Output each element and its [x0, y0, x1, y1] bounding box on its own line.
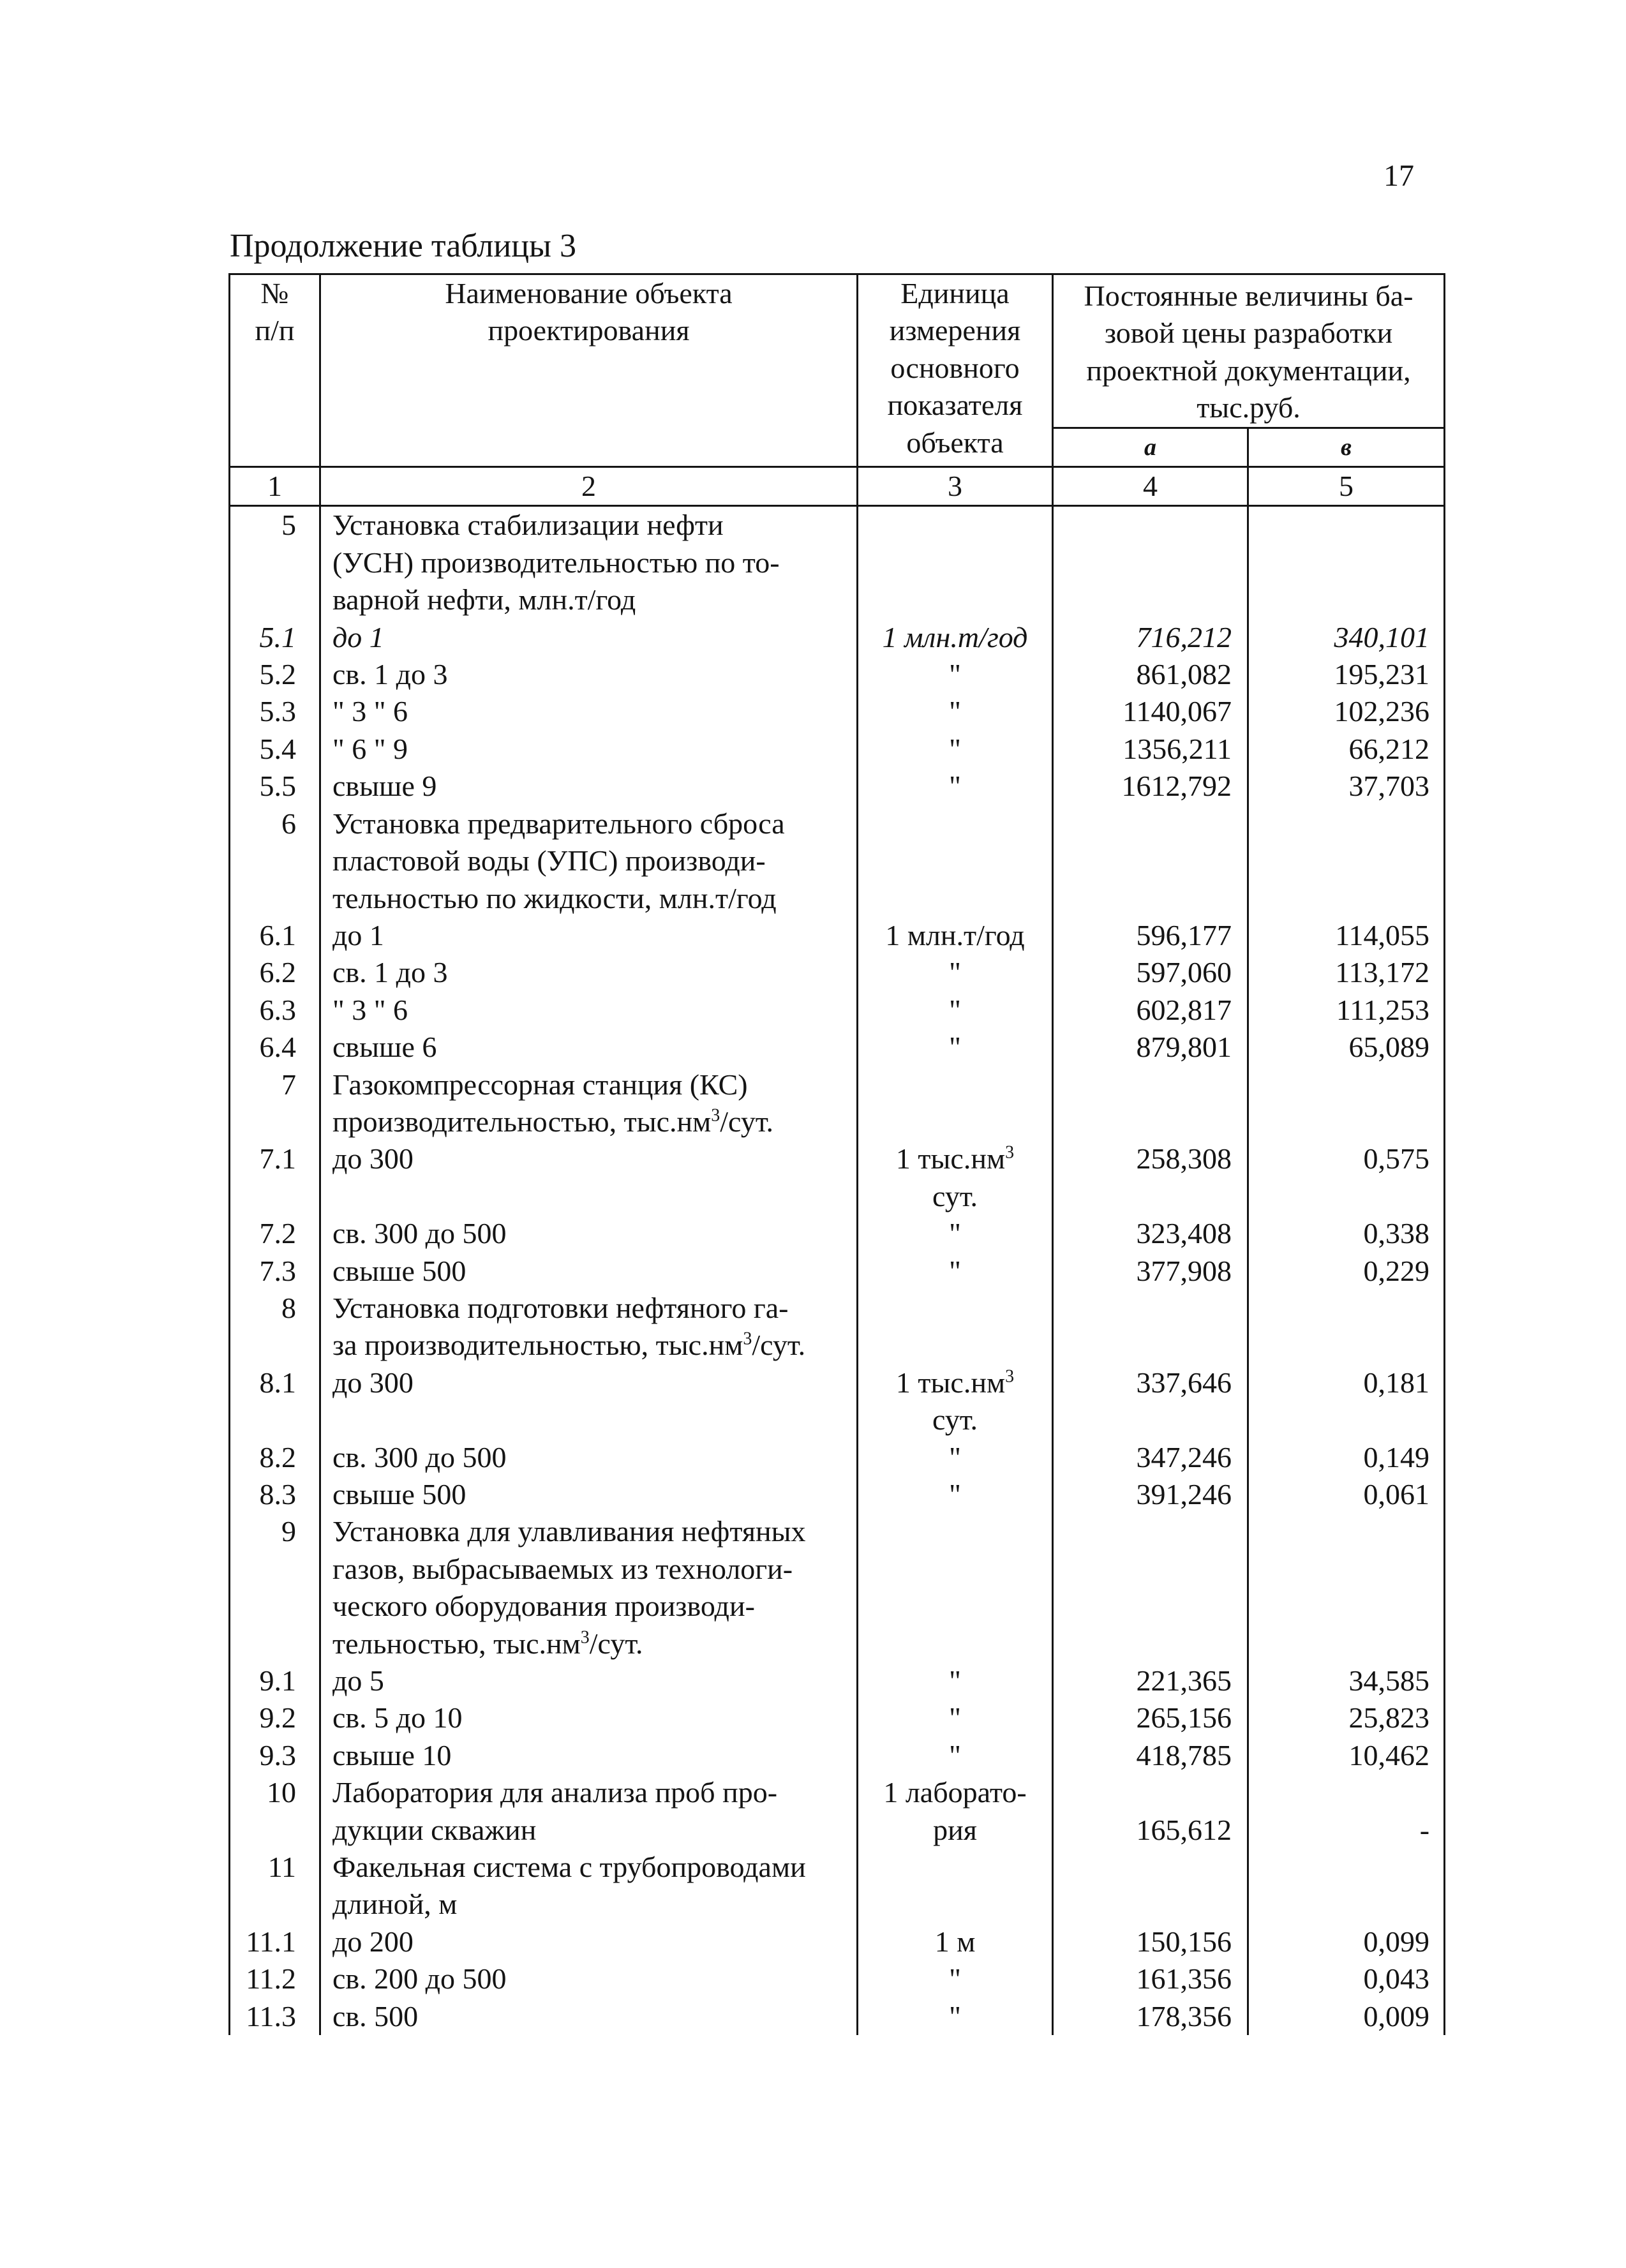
row-value-a-text: 178,356: [1136, 1999, 1232, 2033]
row-value-a-text: 258,308: [1136, 1142, 1232, 1175]
row-value-a: [1053, 1140, 1248, 1215]
row-name-line: свыше 10: [332, 1738, 452, 1772]
row-value-a-text: 716,212: [1136, 620, 1232, 653]
row-name-line: св. 1 до 3: [332, 658, 448, 691]
row-value-b-text: 114,055: [1335, 918, 1430, 951]
row-unit-line: ": [949, 993, 961, 1026]
row-unit: [858, 1662, 1053, 1699]
row-name-line: св. 300 до 500: [332, 1217, 507, 1250]
row-value-a: [1053, 768, 1248, 805]
row-value-a-text: 337,646: [1136, 1366, 1232, 1399]
row-unit: [858, 1066, 1053, 1141]
row-value-a: [1053, 1998, 1248, 2035]
row-unit-line: 1 млн.т/год: [882, 620, 1028, 653]
row-unit-line: ": [949, 658, 961, 691]
row-value-b-text: 0,229: [1363, 1254, 1430, 1287]
header-values: Постоянные величины ба- зовой цены разработки проектной документации, тыс.руб.: [1053, 274, 1445, 428]
table-body: [230, 506, 1445, 2035]
row-value-b: [1248, 1364, 1445, 1439]
row-value-b-text: 340,101: [1334, 620, 1430, 653]
row-name-line: (УСН) производительностью по то-: [332, 546, 780, 579]
table-row: [230, 1849, 1445, 1923]
row-number: 5.3: [230, 693, 320, 730]
row-unit: [858, 1699, 1053, 1736]
row-number: 8.2: [230, 1439, 320, 1476]
row-number: 5.5: [230, 768, 320, 805]
table-row: [230, 1923, 1445, 1960]
table-row: [230, 1998, 1445, 2035]
row-unit: [858, 1923, 1053, 1960]
row-unit: [858, 1998, 1053, 2035]
row-value-b-text: 25,823: [1348, 1701, 1430, 1735]
row-unit-line: 1 $тыс.нм^3$: [895, 1142, 1015, 1175]
table-row: [230, 1774, 1445, 1849]
row-unit: [858, 1439, 1053, 1476]
row-name-line: свыше 6: [332, 1031, 437, 1064]
row-name: [320, 1066, 858, 1141]
row-name: [320, 954, 858, 991]
row-name: [320, 1998, 858, 2035]
row-value-a: [1053, 992, 1248, 1029]
row-name: [320, 1253, 858, 1290]
row-unit-line: 1 $тыс.нм^3$: [895, 1366, 1015, 1399]
row-value-a: [1053, 693, 1248, 730]
row-unit-line: рия: [933, 1813, 977, 1846]
row-unit-line: ": [949, 1962, 961, 1996]
row-value-b: [1248, 1960, 1445, 1997]
column-number: 5: [1248, 467, 1445, 506]
row-value-a: [1053, 619, 1248, 656]
row-value-a-text: 1612,792: [1121, 770, 1232, 803]
table-row: [230, 619, 1445, 656]
row-unit: [858, 768, 1053, 805]
header-name: Наименование объекта проектирования: [320, 274, 858, 467]
row-value-b: [1248, 917, 1445, 954]
row-unit-line: ": [949, 1738, 961, 1772]
row-value-b: [1248, 1066, 1445, 1141]
row-name-line: за производительностью, $тыс.нм^3$/сут.: [332, 1329, 806, 1362]
header-unit: Единица измерения основного показателя объекта: [858, 274, 1053, 467]
table-row: [230, 1253, 1445, 1290]
row-number: 8.1: [230, 1364, 320, 1439]
row-value-a-text: 347,246: [1136, 1440, 1232, 1473]
row-name: [320, 1849, 858, 1923]
row-name: [320, 1960, 858, 1997]
table-row: [230, 1960, 1445, 1997]
row-name-line: до 1: [332, 620, 384, 653]
row-name-line: св. 200 до 500: [332, 1962, 507, 1996]
row-number: 6.4: [230, 1029, 320, 1066]
row-unit-line: ": [949, 695, 961, 728]
row-unit-line: ": [949, 1031, 961, 1064]
row-value-a-text: 879,801: [1136, 1031, 1232, 1064]
row-value-b-text: 37,703: [1348, 770, 1430, 803]
row-value-b: [1248, 1029, 1445, 1066]
row-unit-line: ": [949, 1254, 961, 1287]
row-unit-line: сут.: [932, 1403, 978, 1436]
table-row: [230, 1364, 1445, 1439]
row-number: 8.3: [230, 1476, 320, 1513]
row-value-b-text: 0,061: [1363, 1478, 1430, 1511]
row-value-b-text: -: [1419, 1813, 1430, 1846]
row-unit: [858, 656, 1053, 693]
table-row: [230, 1029, 1445, 1066]
row-number: 11.2: [230, 1960, 320, 1997]
row-value-b: [1248, 1699, 1445, 1736]
row-value-b-text: 10,462: [1348, 1738, 1430, 1772]
row-value-a: [1053, 805, 1248, 917]
row-value-b-text: 0,181: [1363, 1366, 1430, 1399]
row-unit: [858, 1140, 1053, 1215]
row-name: [320, 1290, 858, 1364]
row-value-b: [1248, 656, 1445, 693]
row-unit: [858, 1029, 1053, 1066]
row-unit-line: ": [949, 1478, 961, 1511]
table-row: [230, 917, 1445, 954]
row-name-line: тельностью по жидкости, млн.т/год: [332, 881, 777, 914]
row-value-b: [1248, 1513, 1445, 1662]
column-number: 2: [320, 467, 858, 506]
row-unit-line: ": [949, 770, 961, 803]
row-number: 5.1: [230, 619, 320, 656]
row-value-a: [1053, 1774, 1248, 1849]
row-unit-line: сут.: [932, 1179, 978, 1212]
column-number: 3: [858, 467, 1053, 506]
row-value-b-text: 0,099: [1363, 1925, 1430, 1958]
row-name-line: дукции скважин: [332, 1813, 537, 1846]
row-unit: [858, 1364, 1053, 1439]
row-value-a-text: 597,060: [1136, 956, 1232, 989]
row-value-b: [1248, 731, 1445, 768]
row-name: [320, 656, 858, 693]
row-name-line: Установка подготовки нефтяного га-: [332, 1291, 789, 1324]
row-value-a: [1053, 731, 1248, 768]
row-name-line: до 200: [332, 1925, 414, 1958]
row-unit: [858, 731, 1053, 768]
row-value-a: [1053, 1923, 1248, 1960]
row-number: 10: [230, 1774, 320, 1849]
row-value-a-text: 596,177: [1136, 918, 1232, 951]
row-unit-line: ": [949, 1664, 961, 1697]
row-name-line: длиной, м: [332, 1888, 458, 1921]
table-row: [230, 805, 1445, 917]
table-row: [230, 1140, 1445, 1215]
row-value-a: [1053, 506, 1248, 619]
row-name-line: " 3 " 6: [332, 695, 408, 728]
row-unit-line: 1 млн.т/год: [885, 918, 1025, 951]
row-value-b-text: 111,253: [1336, 993, 1430, 1026]
table-row: [230, 1513, 1445, 1662]
row-name: [320, 619, 858, 656]
row-value-b: [1248, 693, 1445, 730]
row-unit: [858, 1215, 1053, 1252]
table-caption: Продолжение таблицы 3: [230, 228, 576, 264]
row-value-b: [1248, 1476, 1445, 1513]
row-unit-line: ": [949, 956, 961, 989]
row-unit: [858, 805, 1053, 917]
row-name: [320, 768, 858, 805]
row-value-a: [1053, 1849, 1248, 1923]
row-unit-line: ": [949, 1701, 961, 1735]
row-number: 11.3: [230, 1998, 320, 2035]
row-value-a-text: 221,365: [1136, 1664, 1232, 1697]
table-row: [230, 1290, 1445, 1364]
row-value-b-text: 0,009: [1363, 1999, 1430, 2033]
row-value-a-text: 602,817: [1136, 993, 1232, 1026]
row-name-line: " 3 " 6: [332, 993, 408, 1026]
column-numbers-row: [230, 467, 1445, 506]
row-unit: [858, 954, 1053, 991]
row-value-b: [1248, 1140, 1445, 1215]
row-value-a-text: 1140,067: [1123, 695, 1232, 728]
header-sub-a: а: [1053, 428, 1248, 466]
table-row: [230, 1737, 1445, 1774]
row-value-b: [1248, 1215, 1445, 1252]
row-unit: [858, 1737, 1053, 1774]
row-number: 5.2: [230, 656, 320, 693]
row-value-a-text: 150,156: [1136, 1925, 1232, 1958]
row-unit: [858, 1253, 1053, 1290]
row-name-line: до 300: [332, 1366, 414, 1399]
row-unit: [858, 1513, 1053, 1662]
row-value-a: [1053, 1290, 1248, 1364]
row-name: [320, 917, 858, 954]
row-unit-line: 1 м: [934, 1925, 976, 1958]
page-number: 17: [1384, 159, 1414, 193]
row-value-a-text: 161,356: [1136, 1962, 1232, 1996]
row-name: [320, 1737, 858, 1774]
table-row: [230, 992, 1445, 1029]
row-value-b: [1248, 1998, 1445, 2035]
table-row: [230, 656, 1445, 693]
row-name-line: до 5: [332, 1664, 384, 1697]
row-name: [320, 1513, 858, 1662]
row-value-b: [1248, 1923, 1445, 1960]
row-name-line: Установка стабилизации нефти: [332, 509, 724, 542]
row-unit: [858, 1290, 1053, 1364]
row-number: 5.4: [230, 731, 320, 768]
row-name-line: свыше 9: [332, 770, 437, 803]
row-value-a-text: 1356,211: [1123, 732, 1232, 765]
row-value-a-text: 861,082: [1136, 658, 1232, 691]
row-name-line: св. 300 до 500: [332, 1440, 507, 1473]
row-number: 7.1: [230, 1140, 320, 1215]
table-row: [230, 1699, 1445, 1736]
row-value-a: [1053, 917, 1248, 954]
row-name: [320, 1029, 858, 1066]
column-number: 1: [230, 467, 320, 506]
row-unit-line: ": [949, 1999, 961, 2033]
row-value-a: [1053, 656, 1248, 693]
row-number: 6: [230, 805, 320, 917]
row-value-a-text: 165,612: [1136, 1813, 1232, 1846]
column-number: 4: [1053, 467, 1248, 506]
table-row: [230, 1066, 1445, 1141]
row-value-b: [1248, 506, 1445, 619]
row-unit-line: ": [949, 1217, 961, 1250]
table-row: [230, 506, 1445, 619]
row-number: 9.3: [230, 1737, 320, 1774]
row-unit-line: ": [949, 1440, 961, 1473]
cost-table: [228, 273, 1445, 2035]
row-name: [320, 1476, 858, 1513]
row-value-b-text: 34,585: [1348, 1664, 1430, 1697]
row-name: [320, 1140, 858, 1215]
row-unit: [858, 1476, 1053, 1513]
row-value-b: [1248, 1439, 1445, 1476]
row-value-a: [1053, 1476, 1248, 1513]
row-value-b: [1248, 992, 1445, 1029]
row-value-b: [1248, 1662, 1445, 1699]
row-unit-line: 1 лаборато-: [883, 1776, 1027, 1809]
row-unit: [858, 917, 1053, 954]
table-row: [230, 768, 1445, 805]
row-number: 6.3: [230, 992, 320, 1029]
table-row: [230, 1476, 1445, 1513]
row-name-line: тельностью, $тыс.нм^3$/сут.: [332, 1627, 643, 1660]
row-number: 7.3: [230, 1253, 320, 1290]
row-value-b: [1248, 954, 1445, 991]
row-value-b-text: 65,089: [1348, 1031, 1430, 1064]
row-name: [320, 693, 858, 730]
row-name-line: до 1: [332, 918, 384, 951]
table-row: [230, 693, 1445, 730]
row-unit: [858, 693, 1053, 730]
row-number: 9.1: [230, 1662, 320, 1699]
row-value-b: [1248, 1253, 1445, 1290]
row-value-b-text: 113,172: [1335, 956, 1430, 989]
row-value-b-text: 195,231: [1334, 658, 1430, 691]
row-name-line: варной нефти, млн.т/год: [332, 583, 636, 616]
row-number: 5: [230, 506, 320, 619]
row-name-line: Лаборатория для анализа проб про-: [332, 1776, 778, 1809]
row-value-a: [1053, 1513, 1248, 1662]
row-name-line: производительностью, $тыс.нм^3$/сут.: [332, 1105, 773, 1138]
row-unit: [858, 1960, 1053, 1997]
row-name-line: Газокомпрессорная станция (КС): [332, 1068, 748, 1101]
row-unit-line: ": [949, 732, 961, 765]
row-value-a: [1053, 1215, 1248, 1252]
row-number: 7: [230, 1066, 320, 1141]
row-name-line: до 300: [332, 1142, 414, 1175]
row-value-b: [1248, 1290, 1445, 1364]
table-row: [230, 1662, 1445, 1699]
row-number: 7.2: [230, 1215, 320, 1252]
row-number: 6.1: [230, 917, 320, 954]
row-name-line: св. 5 до 10: [332, 1701, 463, 1735]
row-name: [320, 1774, 858, 1849]
row-name-line: Установка предварительного сброса: [332, 807, 785, 840]
row-value-a: [1053, 1662, 1248, 1699]
row-value-a: [1053, 1253, 1248, 1290]
row-value-a: [1053, 1960, 1248, 1997]
row-unit: [858, 1774, 1053, 1849]
row-value-a: [1053, 1364, 1248, 1439]
row-number: 11: [230, 1849, 320, 1923]
row-name: [320, 1364, 858, 1439]
row-value-b: [1248, 805, 1445, 917]
row-name-line: свыше 500: [332, 1254, 466, 1287]
row-value-b: [1248, 1774, 1445, 1849]
row-value-a: [1053, 1737, 1248, 1774]
row-value-b-text: 0,149: [1363, 1440, 1430, 1473]
row-value-a-text: 418,785: [1136, 1738, 1232, 1772]
row-unit: [858, 992, 1053, 1029]
row-value-b-text: 102,236: [1334, 695, 1430, 728]
table-row: [230, 954, 1445, 991]
row-value-a: [1053, 954, 1248, 991]
row-value-a-text: 377,908: [1136, 1254, 1232, 1287]
row-number: 6.2: [230, 954, 320, 991]
row-name: [320, 1215, 858, 1252]
row-name: [320, 805, 858, 917]
row-unit: [858, 1849, 1053, 1923]
table-row: [230, 1439, 1445, 1476]
row-value-a: [1053, 1029, 1248, 1066]
header-sub-b: в: [1248, 428, 1445, 466]
row-name-line: свыше 500: [332, 1478, 466, 1511]
table-row: [230, 731, 1445, 768]
row-name-line: Установка для улавливания нефтяных: [332, 1515, 806, 1548]
row-name: [320, 731, 858, 768]
row-value-b: [1248, 768, 1445, 805]
row-value-a-text: 323,408: [1136, 1217, 1232, 1250]
row-name: [320, 506, 858, 619]
row-value-b-text: 0,043: [1363, 1962, 1430, 1996]
row-name: [320, 1923, 858, 1960]
table-row: [230, 1215, 1445, 1252]
row-value-a-text: 391,246: [1136, 1478, 1232, 1511]
row-unit: [858, 619, 1053, 656]
row-name-line: св. 1 до 3: [332, 956, 448, 989]
row-unit: [858, 506, 1053, 619]
row-name-line: пластовой воды (УПС) производи-: [332, 844, 766, 877]
row-number: 11.1: [230, 1923, 320, 1960]
row-value-a: [1053, 1439, 1248, 1476]
row-value-b: [1248, 619, 1445, 656]
row-value-b-text: 0,575: [1363, 1142, 1430, 1175]
row-value-b: [1248, 1849, 1445, 1923]
row-name-line: Факельная система с трубопроводами: [332, 1851, 806, 1884]
row-name-line: ческого оборудования производи-: [332, 1590, 755, 1623]
row-number: 9: [230, 1513, 320, 1662]
row-value-b-text: 66,212: [1348, 732, 1430, 765]
row-name: [320, 1699, 858, 1736]
row-name-line: " 6 " 9: [332, 732, 408, 765]
row-name-line: св. 500: [332, 1999, 419, 2033]
row-name-line: газов, выбрасываемых из технологи-: [332, 1552, 793, 1585]
row-name: [320, 1439, 858, 1476]
row-name: [320, 1662, 858, 1699]
row-value-a: [1053, 1066, 1248, 1141]
header-num: № п/п: [230, 274, 320, 467]
row-number: 8: [230, 1290, 320, 1364]
row-name: [320, 992, 858, 1029]
row-value-b: [1248, 1737, 1445, 1774]
row-value-a-text: 265,156: [1136, 1701, 1232, 1735]
row-number: 9.2: [230, 1699, 320, 1736]
row-value-b-text: 0,338: [1363, 1217, 1430, 1250]
row-value-a: [1053, 1699, 1248, 1736]
